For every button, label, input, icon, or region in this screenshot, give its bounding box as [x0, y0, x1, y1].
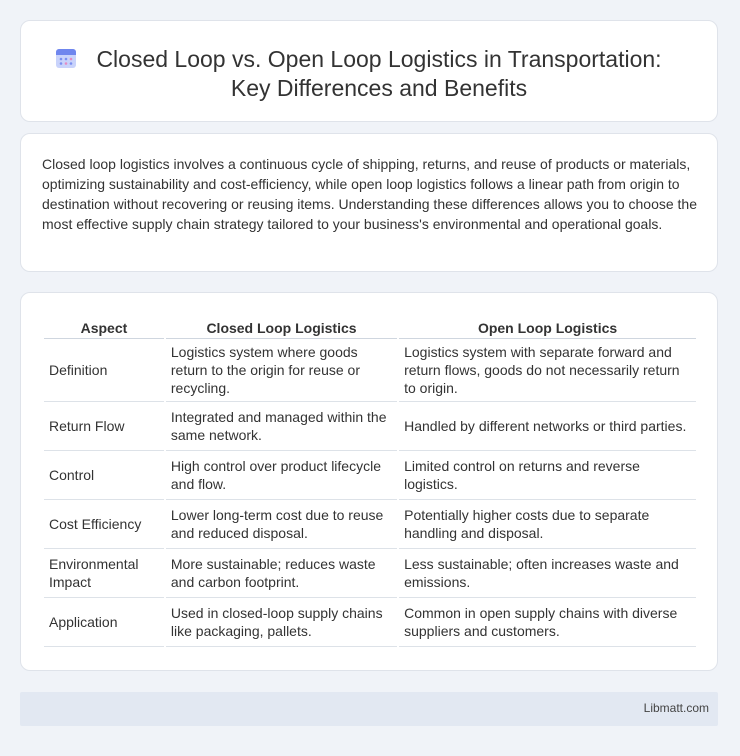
row-open-loop: Common in open supply chains with diverse suppliers and customers.	[399, 598, 696, 647]
row-aspect: Application	[44, 598, 164, 647]
row-aspect: Environmental Impact	[44, 549, 164, 598]
footer-brand[interactable]: Libmatt.com	[643, 701, 709, 715]
table-row	[44, 451, 696, 500]
row-closed-loop: Used in closed-loop supply chains like packaging, pallets.	[166, 598, 397, 647]
intro-paragraph: Closed loop logistics involves a continuous cycle of shipping, returns, and reuse of products or materials, optimizing sustainability and cost-efficiency, while open loop logistics follows a linear path from origin to destination without recovering or reusing items. Understanding these differences allows you to choose the most effective supply chain strategy tailored to your business's environmental and operational goals.	[42, 156, 698, 232]
row-closed-loop: More sustainable; reduces waste and carbon footprint.	[166, 549, 397, 598]
table-row	[44, 500, 696, 549]
table-header-row	[44, 315, 696, 339]
table-row	[44, 339, 696, 402]
row-aspect: Control	[44, 451, 164, 500]
footer	[20, 692, 718, 726]
row-closed-loop: High control over product lifecycle and flow.	[166, 451, 397, 500]
intro-card	[20, 133, 718, 272]
header-aspect: Aspect	[44, 315, 164, 339]
row-closed-loop: Lower long-term cost due to reuse and reduced disposal.	[166, 500, 397, 549]
row-open-loop: Handled by different networks or third parties.	[399, 402, 696, 451]
row-open-loop: Limited control on returns and reverse logistics.	[399, 451, 696, 500]
row-aspect: Definition	[44, 339, 164, 402]
row-closed-loop: Logistics system where goods return to the origin for reuse or recycling.	[166, 339, 397, 402]
row-aspect: Cost Efficiency	[44, 500, 164, 549]
row-open-loop: Logistics system with separate forward and return flows, goods do not necessarily return to origin.	[399, 339, 696, 402]
comparison-table	[42, 315, 698, 647]
row-aspect: Return Flow	[44, 402, 164, 451]
table-row	[44, 549, 696, 598]
header-open-loop: Open Loop Logistics	[399, 315, 696, 339]
header-closed-loop: Closed Loop Logistics	[166, 315, 397, 339]
row-open-loop: Potentially higher costs due to separate handling and disposal.	[399, 500, 696, 549]
row-closed-loop: Integrated and managed within the same network.	[166, 402, 397, 451]
title-card	[20, 20, 718, 122]
page-title: Closed Loop vs. Open Loop Logistics in Transportation: Key Differences and Benefits	[96, 46, 662, 101]
table-row	[44, 598, 696, 647]
comparison-card	[20, 292, 718, 671]
table-row	[44, 402, 696, 451]
row-open-loop: Less sustainable; often increases waste and emissions.	[399, 549, 696, 598]
